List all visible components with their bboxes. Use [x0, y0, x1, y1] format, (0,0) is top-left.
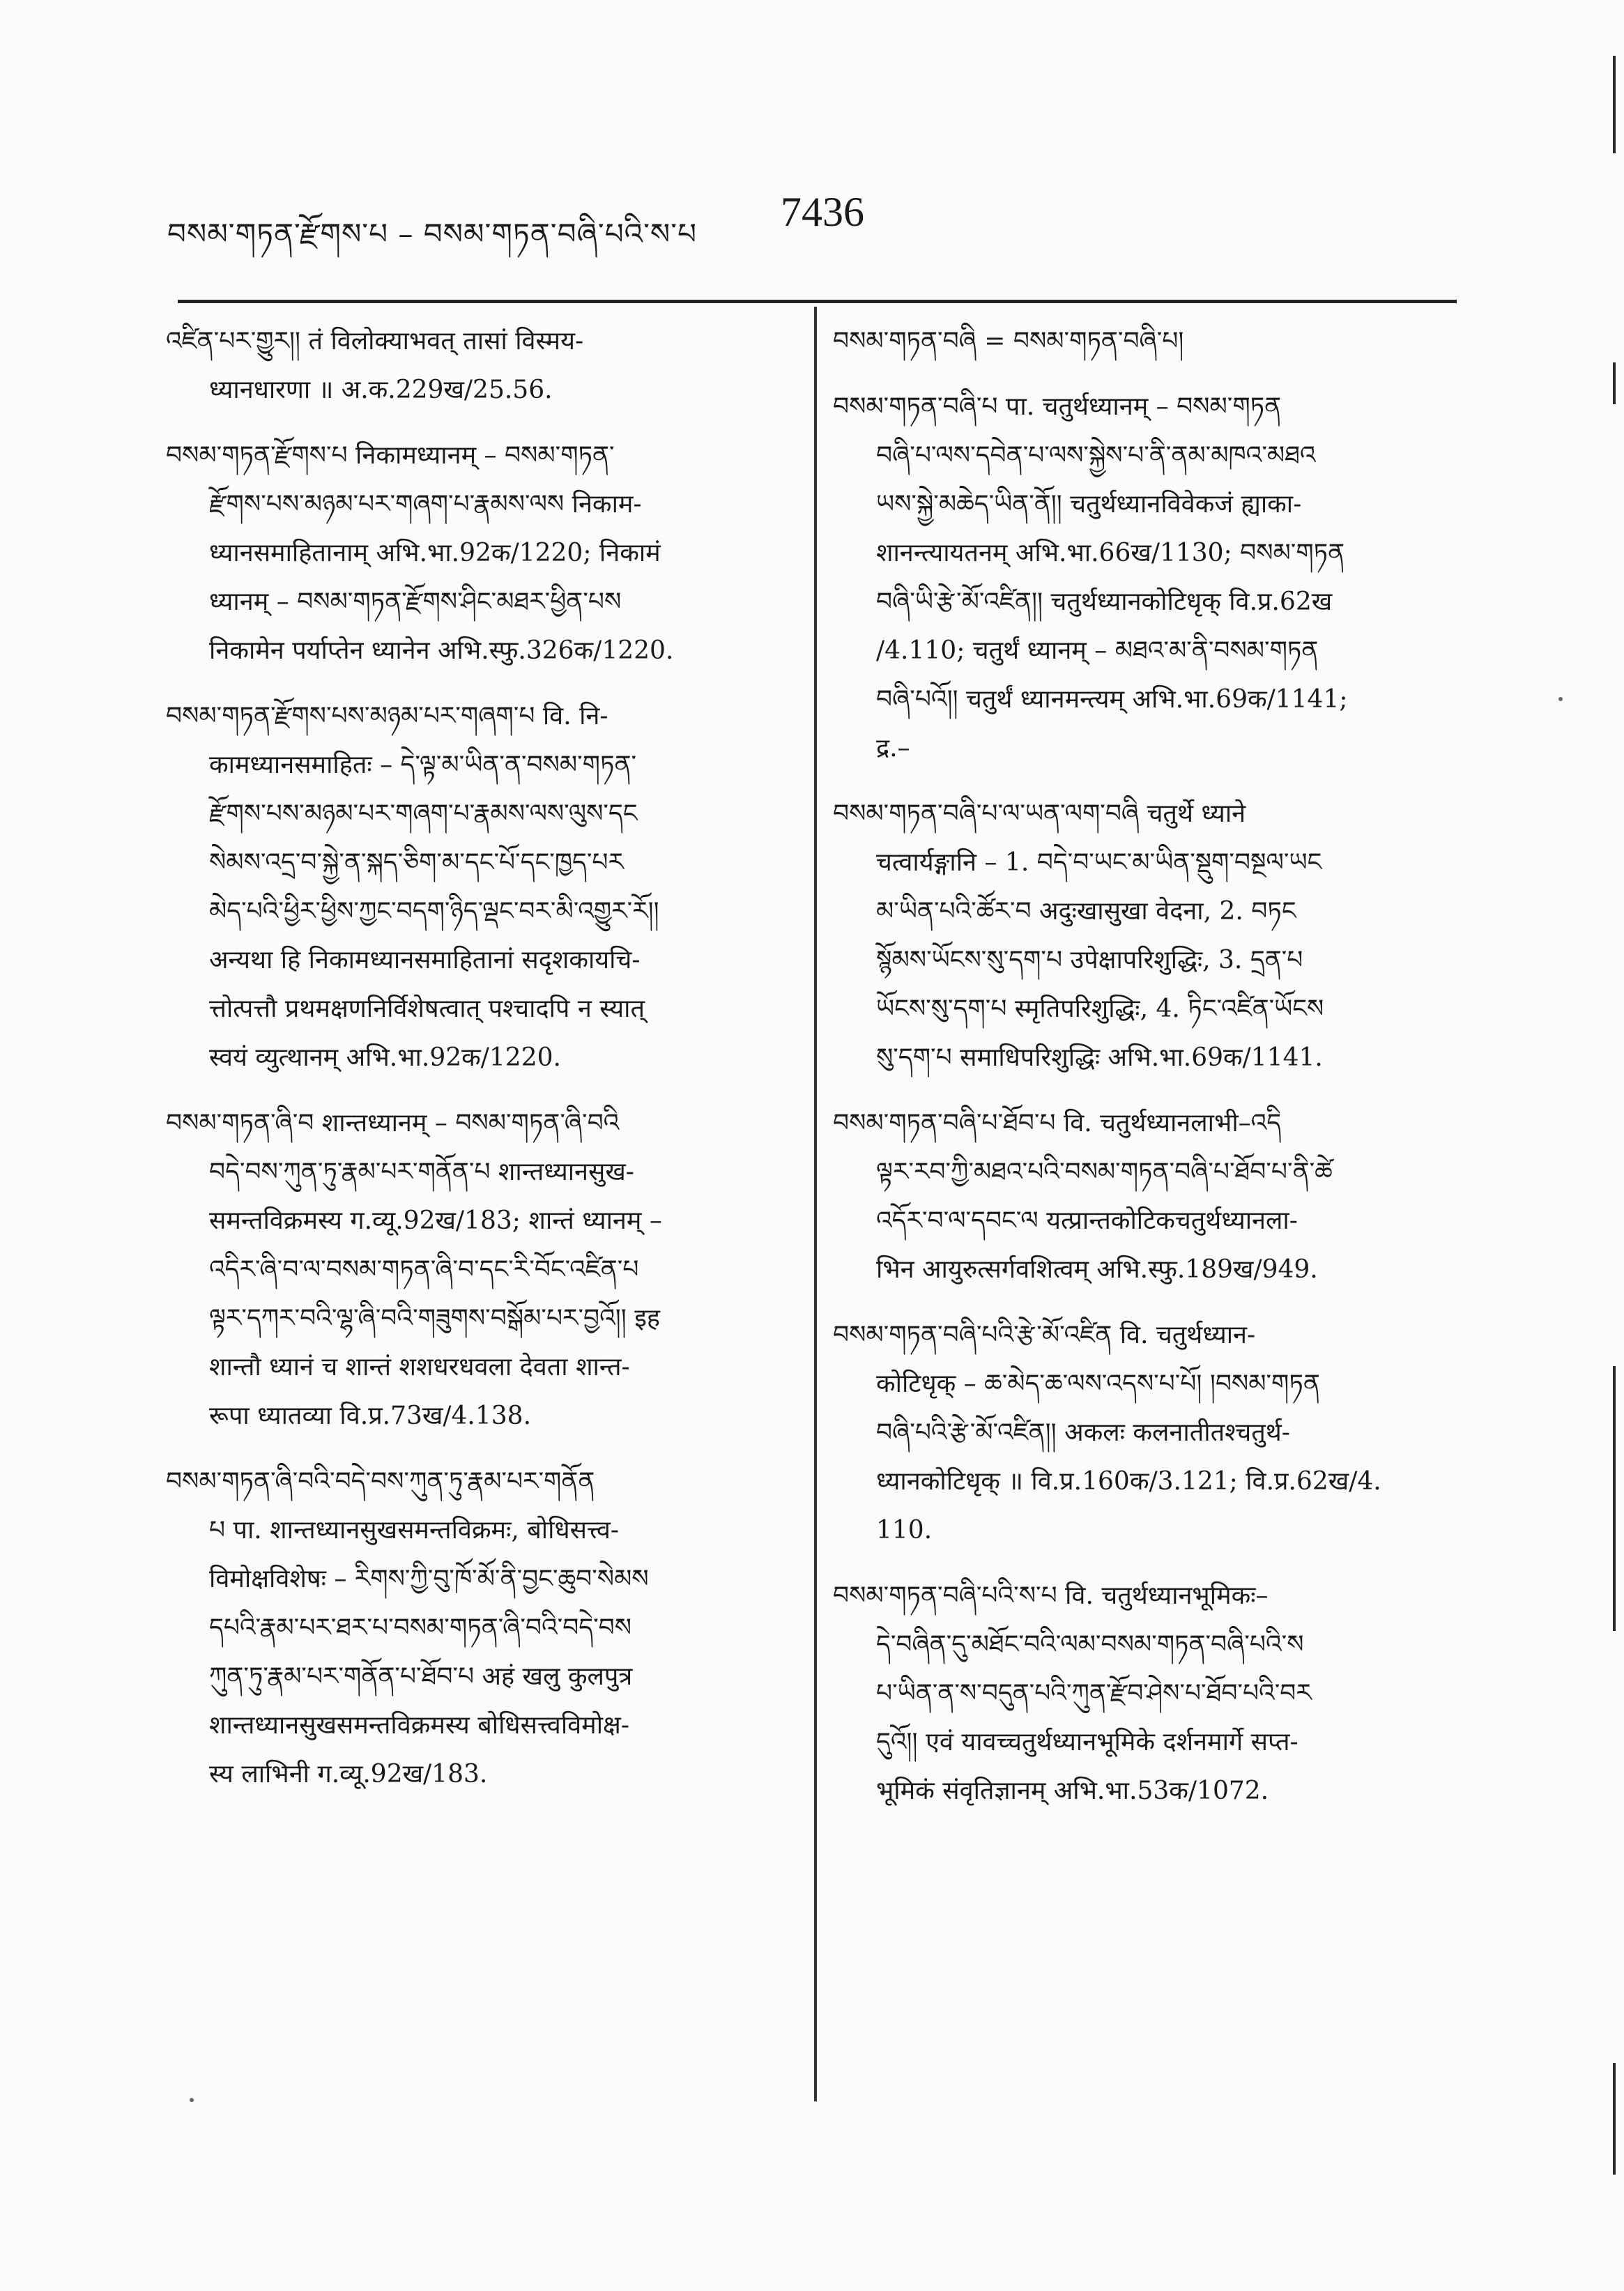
- entry-headword-line: བསམ་གཏན་བཞི་པ་ཐོབ་པ वि. चतुर्थध्यानलाभी–འདི: [833, 1109, 1282, 1137]
- entry-text-line: विमोक्षविशेषः – རིགས་ཀྱི་བུ་ཁོ་མོ་ནི་བྱང་ཆུབ་སེམས: [209, 1565, 649, 1593]
- left-column: [166, 317, 779, 1816]
- entry-text-line: སེམས་འདྲ་བ་སྐྱེ་ན་སྐད་ཅིག་མ་དང་པོ་དང་ཁྱད་པར: [209, 848, 624, 877]
- entry-text-line: ལྟར་དཀར་བའི་ལྷ་ཞི་བའི་གཟུགས་བསྒོམ་པར་བྱའོ།། इह: [209, 1304, 660, 1333]
- entry-text-line: ཀུན་ཏུ་རྣམ་པར་གནོན་པ་ཐོབ་པ अहं खलु कुलपुत्र: [209, 1662, 633, 1691]
- dictionary-entry: [833, 1099, 1446, 1294]
- entry-text-line: རྫོགས་པས་མཉམ་པར་གཞག་པ་རྣམས་ལས निकाम-: [209, 490, 642, 519]
- dictionary-entry: [166, 692, 779, 1082]
- header-rule: [178, 300, 1457, 303]
- entry-text-line: ལྟར་རབ་ཀྱི་མཐའ་པའི་བསམ་གཏན་བཞི་པ་ཐོབ་པ་ནི་ཚེ: [876, 1158, 1333, 1186]
- dictionary-entry: [833, 383, 1446, 773]
- entry-text-line: བཞི་པའོ།། चतुर्थं ध्यानमन्त्यम् अभि.भा.69क/1141;: [876, 685, 1348, 714]
- entry-headword-line: བསམ་གཏན་ཞི་བའི་བདེ་བས་ཀུན་ཏུ་རྣམ་པར་གནོན: [166, 1467, 595, 1496]
- entry-text-line: ध्यानम् – བསམ་གཏན་རྫོགས་ཤིང་མཐར་ཕྱིན་པས: [209, 588, 622, 616]
- entry-text-line: རྫོགས་པས་མཉམ་པར་གཞག་པ་རྣམས་ལས་ལུས་དང: [209, 799, 638, 828]
- entry-text-line: शान्तध्यानसुखसमन्तविक्रमस्य बोधिसत्त्वविमोक्ष-: [209, 1711, 629, 1740]
- entry-text-line: /4.110; चतुर्थं ध्यानम् – མཐའ་མ་ནི་བསམ་གཏན: [876, 636, 1319, 665]
- dictionary-entry: [833, 790, 1446, 1082]
- entry-text-line: བཞི་པ་ལས་དབེན་པ་ལས་སྐྱེས་པ་ནི་ནམ་མཁའ་མཐའ: [876, 441, 1316, 470]
- entry-text-line: शान्तौ ध्यानं च शान्तं शशधरधवला देवता शान्त-: [209, 1353, 630, 1381]
- page-number: 7436: [781, 189, 864, 235]
- entry-text-line: མ་ཡིན་པའི་ཚོར་བ अदुःखासुखा वेदना, 2. བཏང: [876, 897, 1296, 926]
- entry-text-line: འདིར་ཞི་བ་ལ་བསམ་གཏན་ཞི་བ་དང་རི་བོང་འཛིན་པ: [209, 1255, 639, 1284]
- entry-text-line: བཞི་པའི་རྩེ་མོ་འཛིན།། अकलः कलनातीतश्चतुर्थ-: [876, 1418, 1290, 1447]
- entry-text-line: བཞི་ཡི་རྩེ་མོ་འཛིན།། चतुर्थध्यानकोटिधृक् वि.प्र.62ख: [876, 588, 1333, 616]
- entry-text-line: བདེ་བས་ཀུན་ཏུ་རྣམ་པར་གནོན་པ शान्तध्यानसुख-: [209, 1158, 634, 1186]
- entry-text-line: དཔའི་རྣམ་པར་ཐར་པ་བསམ་གཏན་ཞི་བའི་བདེ་བས: [209, 1614, 632, 1642]
- dictionary-entry: [833, 1311, 1446, 1555]
- running-head: བསམ་གཏན་རྫོགས་པ – བསམ་གཏན་བཞི་པའི་ས་པ: [167, 217, 698, 251]
- scan-speck: [1558, 697, 1563, 701]
- entry-text-line: སྙོམས་ཡོངས་སུ་དག་པ उपेक्षापरिशुद्धिः, 3. དྲན་པ: [876, 946, 1303, 974]
- entry-text-line: པ་ཡིན་ན་ས་བདུན་པའི་ཀུན་རྫོབ་ཤེས་པ་ཐོབ་པའི་བར: [876, 1679, 1312, 1708]
- entry-text-line: भिन आयुरुत्सर्गवशित्वम् अभि.स्फु.189ख/949.: [876, 1255, 1318, 1284]
- entry-text-line: रूपा ध्यातव्या वि.प्र.73ख/4.138.: [209, 1402, 532, 1430]
- entry-text-line: निकामेन पर्याप्तेन ध्यानेन अभि.स्फु.326क/1220.: [209, 636, 674, 665]
- entry-text-line: ध्यानधारणा ॥ अ.क.229ख/25.56.: [209, 376, 553, 404]
- entry-text-line: द्र.–: [876, 734, 910, 763]
- entry-headword-line: བསམ་གཏན་རྫོགས་པས་མཉམ་པར་གཞག་པ वि. नि-: [166, 702, 608, 730]
- column-divider: [814, 307, 817, 2101]
- entry-text-line: དུའོ།། एवं यावच्चतुर्थध्यानभूमिके दर्शनमार्गे सप्त-: [876, 1728, 1299, 1756]
- entry-text-line: स्वयं व्युत्थानम् अभि.भा.92क/1220.: [209, 1043, 561, 1072]
- entry-text-line: स्य लाभिनी ग.व्यू.92ख/183.: [209, 1760, 488, 1788]
- page-header: [167, 188, 1492, 251]
- right-column: [833, 317, 1446, 1832]
- entry-headword-line: བསམ་གཏན་བཞི་པའི་རྩེ་མོ་འཛིན वि. चतुर्थध्यान-: [833, 1321, 1256, 1349]
- dictionary-entry: [166, 317, 779, 415]
- entry-text-line: ཡོངས་སུ་དག་པ स्मृतिपरिशुद्धिः, 4. ཏིང་འཛིན་ཡོངས: [876, 995, 1324, 1023]
- entry-headword-line: བསམ་གཏན་རྫོགས་པ निकामध्यानम् – བསམ་གཏན་: [166, 441, 615, 470]
- entry-headword-line: བསམ་གཏན་བཞི་པ पा. चतुर्थध्यानम् – བསམ་གཏན: [833, 392, 1282, 421]
- entry-text-line: शानन्त्यायतनम् अभि.भा.66ख/1130; བསམ་གཏན: [876, 539, 1345, 567]
- entry-text-line: ध्यानकोटिधृक् ॥ वि.प्र.160क/3.121; वि.प्र.62ख/4.: [876, 1467, 1381, 1496]
- entry-text-line: ཡས་སྐྱེ་མཆེད་ཡིན་ནོ།། चतुर्थध्यानविवेकजं ह्याका-: [876, 490, 1302, 519]
- entry-text-line: པ पा. शान्तध्यानसुखसमन्तविक्रमः, बोधिसत्त्व-: [209, 1516, 619, 1545]
- entry-text-line: ध्यानसमाहितानाम् अभि.भा.92क/1220; निकामं: [209, 539, 661, 567]
- entry-text-line: कोटिधृक् – ཆ་མེད་ཆ་ལས་འདས་པ་པོ། །བསམ་གཏན: [876, 1370, 1320, 1398]
- entry-text-line: समन्तविक्रमस्य ग.व्यू.92ख/183; शान्तं ध्यानम् –: [209, 1206, 662, 1235]
- scan-speck: [190, 2098, 194, 2102]
- scan-edge-marks: [1596, 0, 1624, 2291]
- entry-headword-line: བསམ་གཏན་བཞི = བསམ་གཏན་བཞི་པ།: [833, 327, 1184, 355]
- dictionary-entry: [833, 1572, 1446, 1816]
- entry-text-line: དེ་བཞིན་དུ་མཐོང་བའི་ལམ་བསམ་གཏན་བཞི་པའི་ས: [876, 1630, 1304, 1659]
- dictionary-entry: [166, 431, 779, 675]
- entry-text-line: कामध्यानसमाहितः – དེ་ལྟ་མ་ཡིན་ན་བསམ་གཏན་: [209, 751, 637, 779]
- entry-text-line: अन्यथा हि निकामध्यानसमाहितानां सदृशकायचि-: [209, 946, 641, 974]
- dictionary-entry: [166, 1457, 779, 1799]
- entry-headword-line: བསམ་གཏན་ཞི་བ शान्तध्यानम् – བསམ་གཏན་ཞི་བའི: [166, 1109, 620, 1137]
- entry-text-line: चत्वार्यङ्गानि – 1. བདེ་བ་ཡང་མ་ཡིན་སྡུག་བསྔལ་ཡང: [876, 848, 1322, 877]
- entry-headword-line: བསམ་གཏན་བཞི་པའི་ས་པ वि. चतुर्थध्यानभूमिकः–: [833, 1581, 1269, 1610]
- entry-headword-line: འཛིན་པར་གྱུར།། तं विलोक्याभवत् तासां विस्मय-: [166, 327, 584, 355]
- dictionary-entry: [833, 317, 1446, 366]
- entry-text-line: སུ་དག་པ समाधिपरिशुद्धिः अभि.भा.69क/1141.: [876, 1043, 1323, 1072]
- dictionary-entry: [166, 1099, 779, 1441]
- entry-headword-line: བསམ་གཏན་བཞི་པ་ལ་ཡན་ལག་བཞི चतुर्थे ध्याने: [833, 799, 1246, 828]
- entry-text-line: 110.: [876, 1516, 933, 1545]
- entry-text-line: भूमिकं संवृतिज्ञानम् अभि.भा.53क/1072.: [876, 1777, 1269, 1805]
- entry-text-line: འདོར་བ་ལ་དབང་ལ यत्प्रान्तकोटिकचतुर्थध्यानला-: [876, 1206, 1298, 1235]
- entry-text-line: त्तोत्पत्तौ प्रथमक्षणनिर्विशेषत्वात् पश्चादपि न स्यात्: [209, 995, 645, 1023]
- entry-text-line: མེད་པའི་ཕྱིར་ཕྱིས་ཀྱང་བདག་ཉིད་ལྡང་བར་མི་འགྱུར་རོ།།: [209, 897, 659, 926]
